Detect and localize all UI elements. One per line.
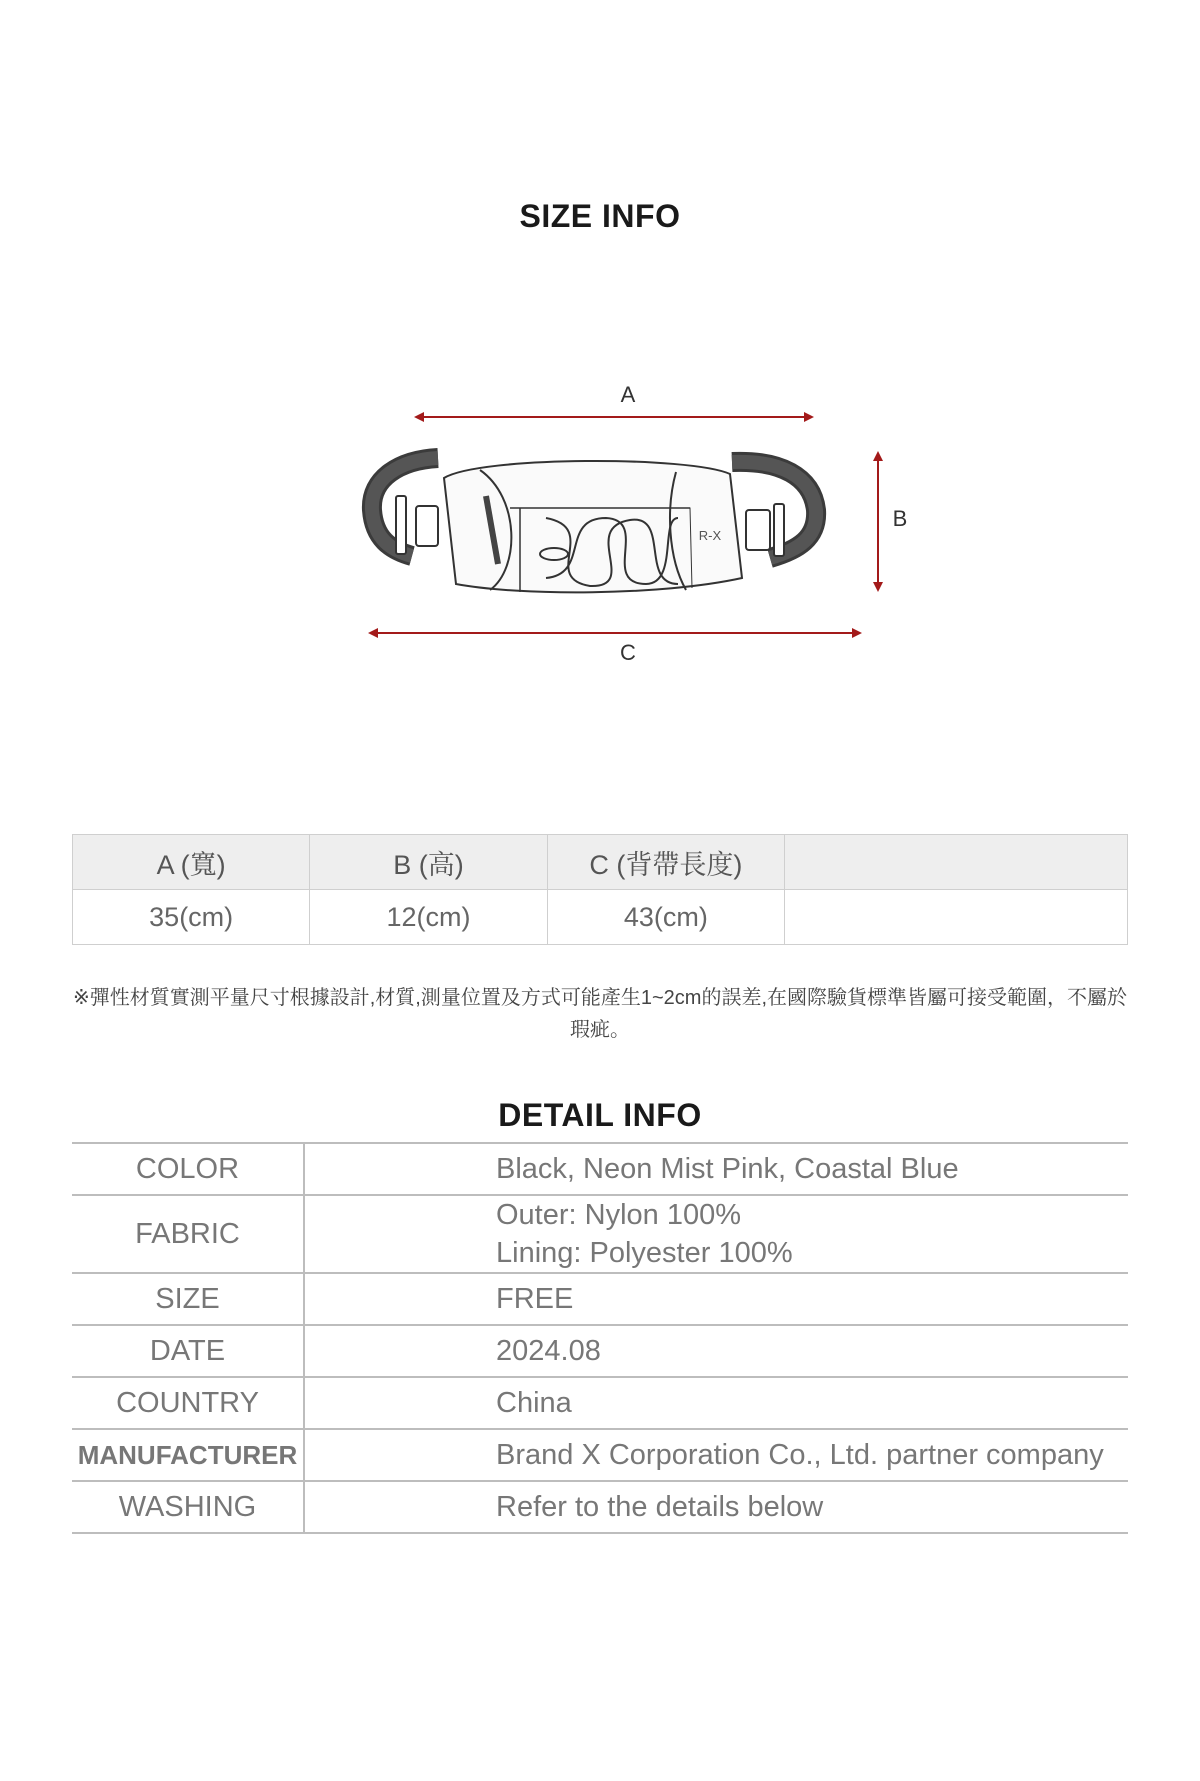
detail-value [304,1429,1128,1481]
dimension-label-a: A [620,382,636,407]
detail-label: FABRIC [72,1195,304,1273]
size-header-a: A (寬) [73,835,310,890]
detail-row-size [72,1273,1128,1325]
measurement-note: ※彈性材質實測平量尺寸根據設計,材質,測量位置及方式可能產生1~2cm的誤差,在國際驗貨標準皆屬可接受範圍，不屬於瑕疵。 [72,987,1127,1041]
detail-value-line: Black, Neon Mist Pink, Coastal Blue [496,1153,959,1185]
size-info-title: SIZE INFO [519,198,681,234]
detail-value [304,1195,1128,1273]
detail-value-line: 2024.08 [496,1335,601,1367]
detail-row-manufacturer [72,1429,1128,1481]
detail-value-line: FREE [496,1283,574,1315]
size-value-c: 43(cm) [547,890,784,945]
size-value-b: 12(cm) [310,890,547,945]
dimension-label-b: B [892,506,908,531]
detail-value-line: Brand X Corporation Co., Ltd. partner company [496,1439,1104,1471]
size-value-a: 35(cm) [73,890,310,945]
detail-value [304,1273,1128,1325]
size-header-c: C (背帶長度) [547,835,784,890]
detail-label: MANUFACTURER [72,1429,304,1481]
detail-table [72,1142,1128,1534]
detail-value [304,1377,1128,1429]
detail-row-country [72,1377,1128,1429]
detail-label: COUNTRY [72,1377,304,1429]
size-table [72,834,1128,945]
detail-row-color [72,1143,1128,1195]
size-table-value-row [73,890,1128,945]
waist-bag-diagram [360,378,920,678]
detail-value [304,1143,1128,1195]
detail-value [304,1325,1128,1377]
detail-value-line: Outer: Nylon 100% [496,1199,742,1231]
size-table-header-row [73,835,1128,890]
detail-label: WASHING [72,1481,304,1533]
detail-value-line: Refer to the details below [496,1491,824,1523]
detail-row-washing [72,1481,1128,1533]
detail-info-title: DETAIL INFO [498,1097,702,1133]
detail-row-fabric [72,1195,1128,1273]
detail-label: COLOR [72,1143,304,1195]
detail-value-line: Lining: Polyester 100% [496,1237,793,1269]
detail-label: DATE [72,1325,304,1377]
bag-drawing [372,458,816,592]
detail-label: SIZE [72,1273,304,1325]
size-header-b: B (高) [310,835,547,890]
dimension-label-c: C [620,640,636,665]
size-header-empty [785,835,1128,890]
size-value-empty [785,890,1128,945]
detail-row-date [72,1325,1128,1377]
bag-logo: R-X [698,528,722,543]
detail-value [304,1481,1128,1533]
detail-value-line: China [496,1387,572,1419]
